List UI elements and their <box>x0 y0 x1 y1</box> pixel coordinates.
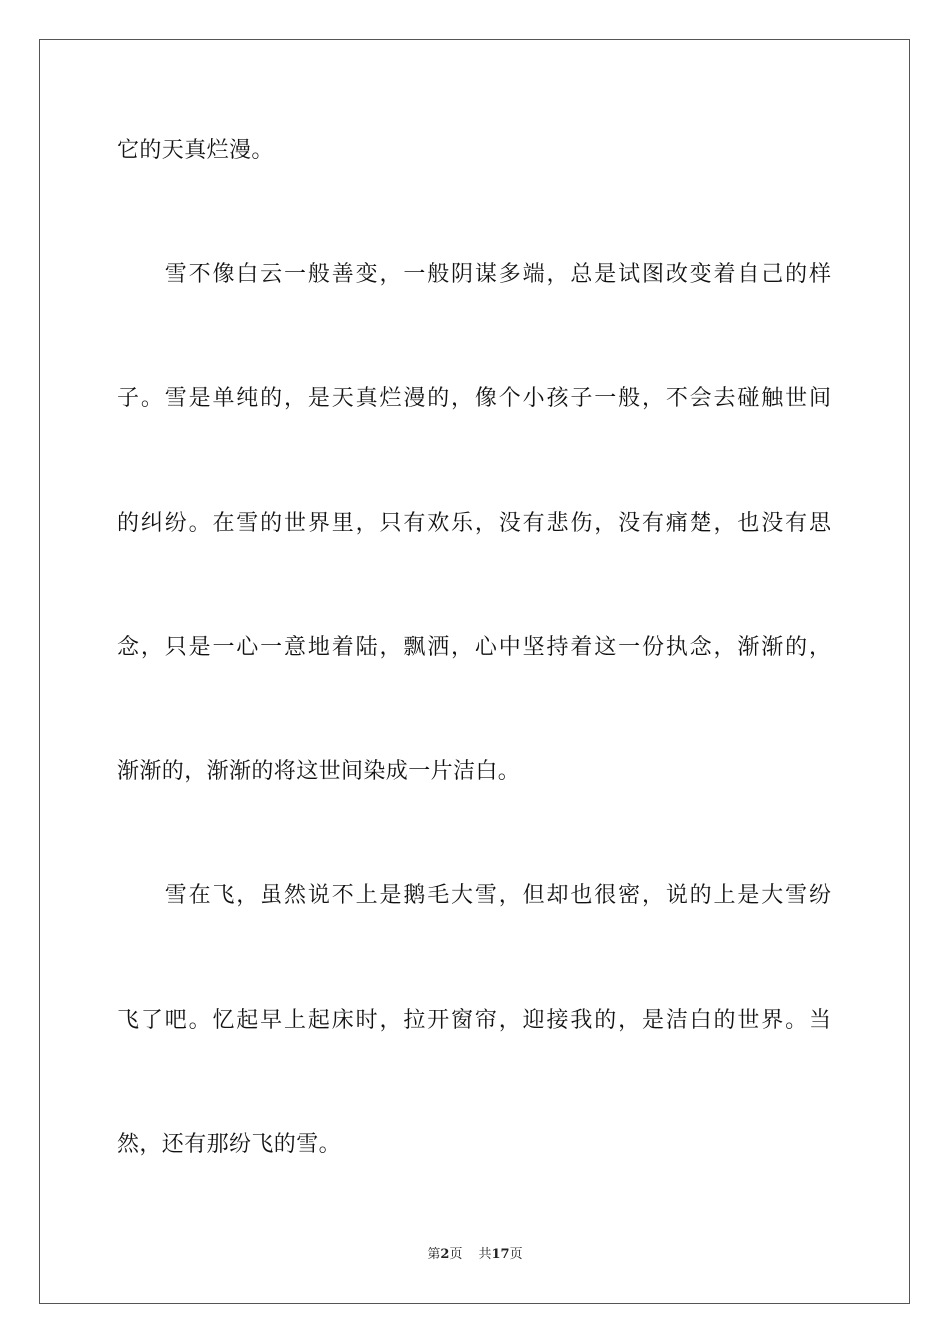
page-number-suffix: 页 <box>449 1247 463 1262</box>
text-line: 雪在飞，虽然说不上是鹅毛大雪，但却也很密，说的上是大雪纷 <box>117 883 831 908</box>
total-pages: 17 <box>491 1247 510 1262</box>
text-line: 渐渐的，渐渐的将这世间染成一片洁白。 <box>117 759 521 784</box>
page-footer <box>0 1246 950 1264</box>
page-border <box>39 39 910 1304</box>
text-line: 它的天真烂漫。 <box>117 138 274 163</box>
text-line: 然，还有那纷飞的雪。 <box>117 1132 342 1157</box>
text-line: 的纠纷。在雪的世界里，只有欢乐，没有悲伤，没有痛楚，也没有思 <box>117 511 831 536</box>
total-pages-prefix: 共 <box>478 1247 492 1262</box>
text-line: 子。雪是单纯的，是天真烂漫的，像个小孩子一般，不会去碰触世间 <box>117 386 831 411</box>
text-line: 念，只是一心一意地着陆，飘洒，心中坚持着这一份执念，渐渐的， <box>117 635 831 660</box>
page-number-prefix: 第 <box>427 1247 441 1262</box>
text-line: 雪不像白云一般善变，一般阴谋多端，总是试图改变着自己的样 <box>117 262 831 287</box>
text-line: 飞了吧。忆起早上起床时，拉开窗帘，迎接我的，是洁白的世界。当 <box>117 1008 831 1033</box>
total-pages-suffix: 页 <box>509 1247 523 1262</box>
page-number: 2 <box>440 1247 450 1262</box>
